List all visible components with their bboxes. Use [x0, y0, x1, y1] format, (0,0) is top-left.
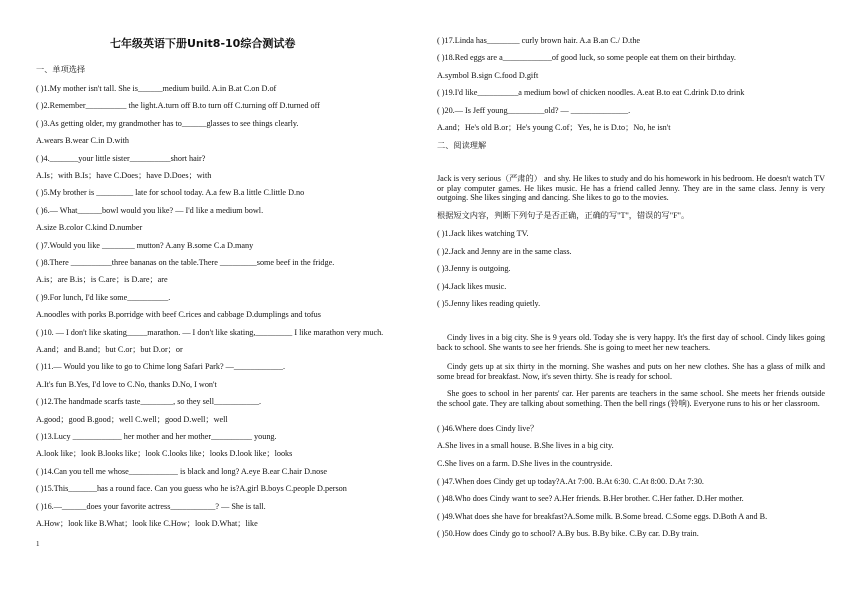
question-line: ( )16.—______does your favorite actress___________? — She is tall. [36, 502, 266, 511]
tf-question: ( )4.Jack likes music. [437, 282, 507, 291]
options-line: A.is；are B.is；is C.are；is D.are；are [36, 275, 168, 284]
question-line: ( )19.I'd like__________a medium bowl of chicken noodles. A.eat B.to eat C.drink D.to drink [437, 88, 745, 97]
question-line: ( )14.Can you tell me whose____________ is black and long? A.eye B.ear C.hair D.nose [36, 467, 328, 476]
question-line: ( )3.As getting older, my grandmother has to______glasses to see things clearly. [36, 119, 299, 128]
options-line: A.size B.color C.kind D.number [36, 223, 143, 232]
question-line: ( )1.My mother isn't tall. She is______medium build. A.in B.at C.on D.of [36, 84, 277, 93]
options-line: A.It's fun B.Yes, I'd love to C.No, thanks D.No, I won't [36, 380, 217, 389]
options-line: A.look like；look B.looks like；look C.looks like；looks D.look like；looks [36, 449, 293, 458]
section-heading-multiple-choice: 一、单项选择 [36, 65, 86, 74]
page-number: 1 [36, 540, 40, 548]
question-line: ( )15.This_______has a round face. Can you guess who he is?A.girl B.boys C.people D.person [36, 484, 347, 493]
tf-instruction: 根据短文内容，判断下列句子是否正确，正确的写"T"，错误的写"F"。 [437, 211, 690, 220]
question-line: ( )5.My brother is _________ late for school today. A.a few B.a little C.little D.no [36, 188, 305, 197]
options-line: A.Is；with B.Is；have C.Does；have D.Does；with [36, 171, 212, 180]
question-line: ( )18.Red eggs are a____________of good luck, so some people eat them on their birthday. [437, 53, 736, 62]
passage-jack: Jack is very serious（严肃的） and shy. He likes to study and do his homework in his bedroom. He doesn't watch TV or play computer games. He likes music. He has a friend called Jenny. They are in the same class. Jenny is very outgoing. She likes singing and dancing. She likes to go to the movies. [437, 174, 825, 203]
question-line: ( )4._______your little sister__________short hair? [36, 154, 206, 163]
question-line: ( )50.How does Cindy go to school? A.By bus. B.By bike. C.By car. D.By train. [437, 529, 699, 538]
question-line: ( )6.— What______bowl would you like? — I'd like a medium bowl. [36, 206, 264, 215]
options-line: A.How；look like B.What；look like C.How；look D.What；like [36, 519, 258, 528]
options-line: A.and；and B.and；but C.or；but D.or；or [36, 345, 183, 354]
passage-cindy-paragraph: Cindy gets up at six thirty in the morning. She washes and puts on her new clothes. She has a glass of milk and some bread for breakfast. Now, it's seven thirty. She is ready for school. [437, 362, 825, 381]
question-line: ( )17.Linda has________ curly brown hair. A.a B.an C./ D.the [437, 36, 641, 45]
exam-title: 七年级英语下册Unit8-10综合测试卷 [110, 37, 296, 50]
options-line: A.symbol B.sign C.food D.gift [437, 71, 539, 80]
question-line: ( )9.For lunch, I'd like some__________. [36, 293, 171, 302]
question-line: ( )7.Would you like ________ mutton? A.any B.some C.a D.many [36, 241, 254, 250]
tf-question: ( )3.Jenny is outgoing. [437, 264, 511, 273]
section-heading-reading: 二、阅读理解 [437, 141, 487, 150]
tf-question: ( )5.Jenny likes reading quietly. [437, 299, 541, 308]
question-line: ( )47.When does Cindy get up today?A.At 7:00. B.At 6:30. C.At 8:00. D.At 7:30. [437, 477, 704, 486]
question-line: ( )48.Who does Cindy want to see? A.Her friends. B.Her brother. C.Her father. D.Her mother. [437, 494, 744, 503]
question-line: ( )20.— Is Jeff young_________old? — ______________. [437, 106, 631, 115]
options-line: A.good；good B.good；well C.well；good D.well；well [36, 415, 228, 424]
question-line: ( )10. — I don't like skating_____marathon. — I don't like skating,_________ I like marathon very much. [36, 328, 384, 337]
question-line: ( )46.Where does Cindy live？ [437, 424, 539, 433]
question-line: ( )11.— Would you like to go to Chime long Safari Park? —____________. [36, 362, 286, 371]
question-line: ( )12.The handmade scarfs taste________, so they sell___________. [36, 397, 262, 406]
passage-cindy-paragraph: She goes to school in her parents' car. Her parents are teachers in the same school. She meets her friends outside the school gate. They are talking about something. Then the bell rings (铃响). Everyone runs to his or her classroom. [437, 389, 825, 408]
tf-question: ( )2.Jack and Jenny are in the same class. [437, 247, 572, 256]
options-line: A.She lives in a small house. B.She lives in a big city. [437, 441, 614, 450]
options-line: A.noodles with porks B.porridge with beef C.rices and cabbage D.dumplings and tofus [36, 310, 321, 319]
options-line: C.She lives on a farm. D.She lives in the countryside. [437, 459, 613, 468]
question-line: ( )2.Remember__________ the light.A.turn off B.to turn off C.turning off D.turned off [36, 101, 320, 110]
options-line: A.and；He's old B.or；He's young C.of；Yes, he is D.to；No, he isn't [437, 123, 671, 132]
question-line: ( )13.Lucy ____________ her mother and her mother__________ young. [36, 432, 277, 441]
tf-question: ( )1.Jack likes watching TV. [437, 229, 529, 238]
passage-cindy-paragraph: Cindy lives in a big city. She is 9 years old. Today she is very happy. It's the first day of school. Cindy likes going back to school. She wants to see her friends. She is going to meet her new teachers. [437, 333, 825, 352]
question-line: ( )8.There __________three bananas on the table.There _________some beef in the fridge. [36, 258, 335, 267]
options-line: A.wears B.wear C.in D.with [36, 136, 130, 145]
question-line: ( )49.What does she have for breakfast?A.Some milk. B.Some bread. C.Some eggs. D.Both A and B. [437, 512, 768, 521]
